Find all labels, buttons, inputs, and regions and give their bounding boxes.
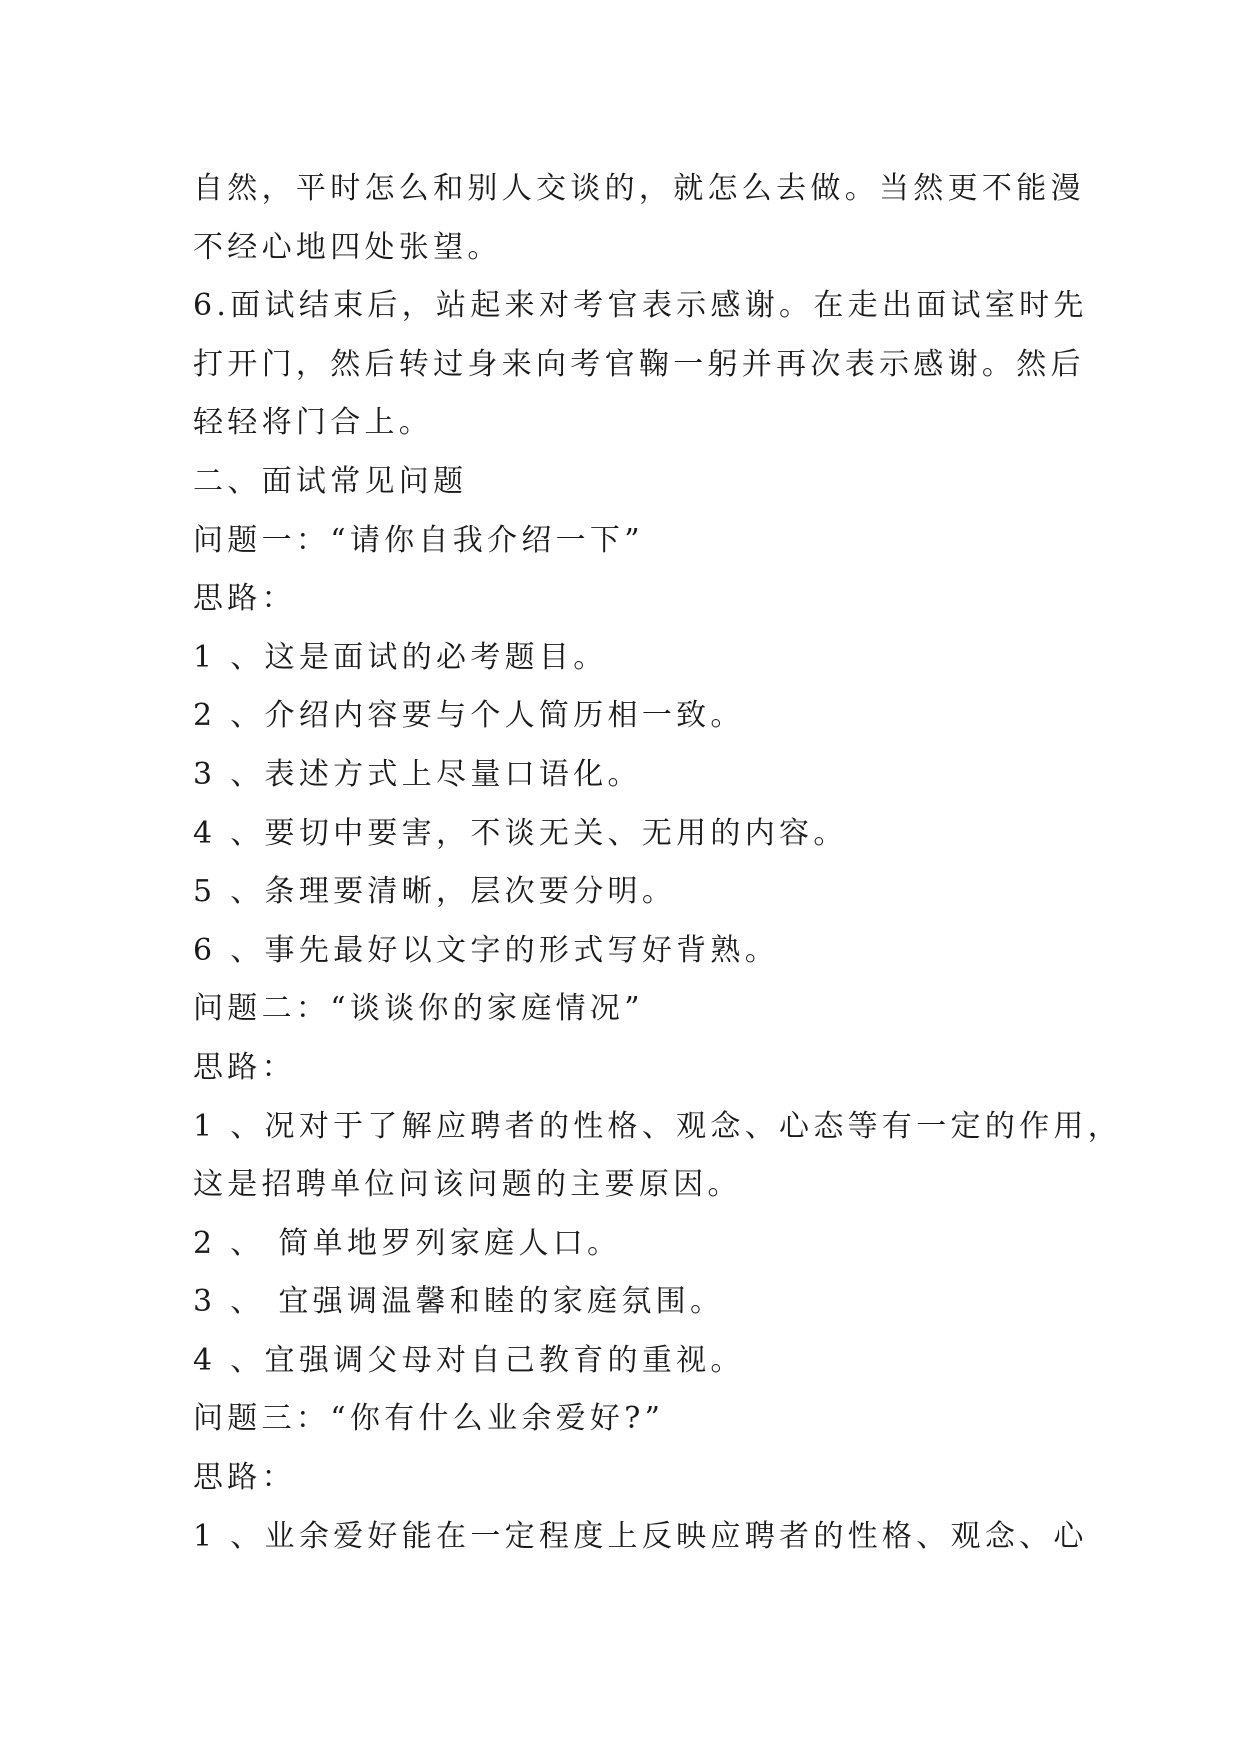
- list-item: 4 、要切中要害，不谈无关、无用的内容。: [193, 815, 848, 851]
- list-item: 2 、介绍内容要与个人简历相一致。: [193, 698, 745, 734]
- text-line: 自然，平时怎么和别人交谈的，就怎么去做。当然更不能漫: [193, 171, 1085, 206]
- approach-label: 思路：: [193, 1049, 296, 1085]
- text-line: 不经心地四处张望。: [193, 229, 502, 265]
- list-item: 1 、况对于了解应聘者的性格、观念、心态等有一定的作用，: [193, 1108, 1123, 1144]
- section-heading: 二、面试常见问题: [193, 463, 468, 499]
- list-item: 1 、业余爱好能在一定程度上反映应聘者的性格、观念、心: [193, 1518, 1088, 1554]
- approach-label: 思路：: [193, 1460, 296, 1496]
- question-heading: 问题三：“你有什么业余爱好?”: [193, 1401, 665, 1437]
- text-line: 轻轻将门合上。: [193, 405, 434, 441]
- list-item: 2 、 简单地罗列家庭人口。: [193, 1225, 622, 1261]
- list-item: 4 、宜强调父母对自己教育的重视。: [193, 1342, 745, 1378]
- list-item: 3 、表述方式上尽量口语化。: [193, 756, 642, 792]
- text-line: 6.面试结束后，站起来对考官表示感谢。在走出面试室时先: [193, 288, 1088, 324]
- document-body: [193, 160, 1123, 1566]
- text-line: 打开门，然后转过身来向考官鞠一躬并再次表示感谢。然后: [193, 346, 1085, 382]
- list-item: 5 、条理要清晰，层次要分明。: [193, 874, 677, 910]
- text-line: 这是招聘单位问该问题的主要原因。: [193, 1167, 742, 1203]
- list-item: 1 、这是面试的必考题目。: [193, 639, 608, 675]
- question-heading: 问题二：“谈谈你的家庭情况”: [193, 991, 644, 1027]
- list-item: 3 、 宜强调温馨和睦的家庭氛围。: [193, 1284, 725, 1320]
- approach-label: 思路：: [193, 581, 296, 617]
- question-heading: 问题一：“请你自我介绍一下”: [193, 522, 644, 558]
- list-item: 6 、事先最好以文字的形式写好背熟。: [193, 932, 780, 968]
